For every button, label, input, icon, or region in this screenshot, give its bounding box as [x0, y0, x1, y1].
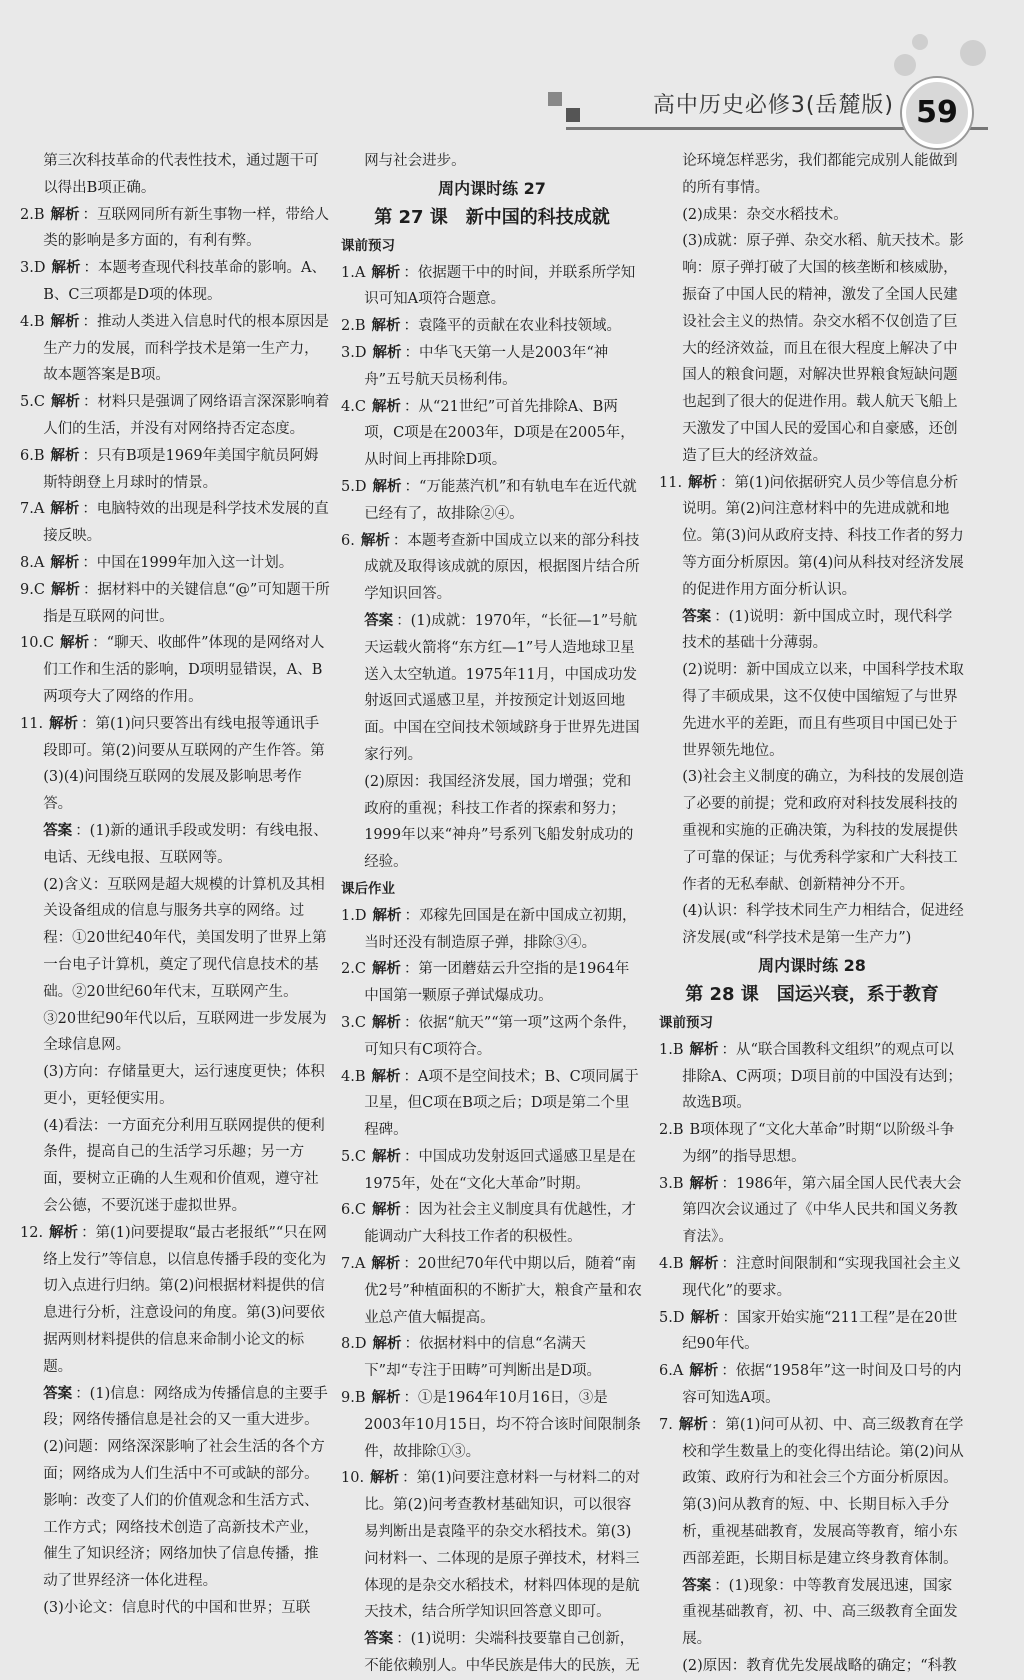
- item-text: ：因为社会主义制度具有优越性，才能调动广大科技工作者的积极性。: [364, 1202, 636, 1246]
- keyword-label: 答案: [43, 1384, 73, 1402]
- keyword-label: 解析: [371, 263, 401, 281]
- item-text: ：材料只是强调了网络语言深深影响着人们的生活，并没有对网络持否定态度。: [43, 394, 330, 437]
- decorative-circle: [894, 54, 916, 76]
- item-text: ：第(1)问要提取“最古老报纸”“只在网络上发行”等信息，以信息传播手段的变化为切入点进行归纳。第(2)问根据材料提供的信息进行分析，注意设问的角度。第(3)问要依据两则材料提供的信息来命制小论文的标题。: [43, 1224, 327, 1375]
- answer-item: [20, 496, 330, 550]
- answer-item: [341, 474, 643, 528]
- item-text: ：(1)说明：新中国成立时，现代科学技术的基础十分薄弱。: [682, 608, 953, 652]
- answer-block: [20, 1381, 330, 1435]
- item-text: ：邓稼先回国是在新中国成立初期，当时还没有制造原子弹，排除③④。: [364, 907, 637, 951]
- item-number: 1.B: [659, 1041, 684, 1058]
- answer-item: [659, 1305, 965, 1359]
- continued-text: 第三次科技革命的代表性技术，通过题干可以得出B项正确。: [43, 153, 319, 196]
- item-number: 2.B: [659, 1122, 684, 1139]
- keyword-label: 解析: [372, 1335, 402, 1353]
- item-number: 9.B: [341, 1390, 366, 1407]
- page-number: 59: [902, 78, 972, 148]
- item-number: 12.: [20, 1224, 44, 1241]
- continued-text: 论环境怎样恶劣，我们都能完成别人能做到的所有事情。: [682, 153, 958, 196]
- item-number: 5.D: [659, 1309, 685, 1326]
- item-number: 3.D: [20, 260, 46, 277]
- item-number: 5.C: [341, 1148, 366, 1165]
- item-text: ：(1)成就：1970年，“长征—1”号航天运载火箭将“东方红—1”号人造地球卫星送入太空轨道。1975年11月，中国成功发射返回式遥感卫星，并按预定计划返回地面。中国在空间技术领域跻身于世界先进国家行列。: [364, 612, 640, 763]
- answer-block: [659, 1573, 965, 1653]
- item-number: 4.B: [341, 1068, 366, 1085]
- item-number: 11.: [20, 715, 44, 732]
- keyword-label: 解析: [372, 343, 402, 361]
- keyword-label: 解析: [371, 397, 401, 415]
- answer-item: [20, 202, 330, 256]
- text-column-1: [20, 148, 330, 1622]
- answer-item: [20, 389, 330, 443]
- answer-item: [341, 1331, 643, 1385]
- keyword-label: 解析: [689, 1174, 719, 1192]
- item-number: 1.A: [341, 264, 366, 281]
- item-number: 5.D: [341, 478, 367, 495]
- keyword-label: 解析: [60, 634, 90, 652]
- item-text: ：袁隆平的贡献在农业科技领域。: [403, 318, 621, 335]
- keyword-label: 解析: [371, 960, 401, 978]
- item-text: ：注意时间限制和“实现我国社会主义现代化”的要求。: [682, 1256, 961, 1299]
- answer-item: [341, 340, 643, 394]
- keyword-label: 解析: [49, 714, 79, 732]
- answer-block: [20, 818, 330, 872]
- answer-item: [659, 1037, 965, 1117]
- item-text: ：(1)现象：中等教育发展迅速，国家重视基础教育，初、中、高三级教育全面发展。: [682, 1577, 958, 1648]
- keyword-label: 解析: [50, 446, 80, 464]
- item-text: ：依据“1958年”这一时间及口号的内容可知选A项。: [682, 1363, 962, 1407]
- answer-paragraph: (2)原因：教育优先发展战略的确定；“科教: [682, 1658, 957, 1675]
- item-text: ：从“21世纪”可首先排除A、B两项，C项是在2003年，D项是在2005年，从时间上再排除D项。: [364, 398, 635, 469]
- keyword-label: 解析: [371, 1201, 401, 1219]
- item-number: 11.: [659, 474, 683, 491]
- item-number: 7.: [659, 1416, 673, 1433]
- lesson-title: 第 28 课 国运兴衰，系于教育: [685, 983, 939, 1005]
- item-number: 3.D: [341, 344, 367, 361]
- answer-item: [20, 550, 330, 577]
- text-column-2: [341, 148, 643, 1680]
- item-number: 6.: [341, 532, 355, 549]
- section-heading: 周内课时练 28: [758, 955, 866, 975]
- item-text: ：依据材料中的信息“名满天下”却“专注于田畴”可判断出是D项。: [364, 1336, 602, 1380]
- keyword-label: 解析: [688, 473, 718, 491]
- item-text: ：第(1)问依据研究人员少等信息分析说明。第(2)问注意材料中的先进成就和地位。第(3)问从政府支持、科技工作者的努力等方面分析原因。第(4)问从科技对经济发展的促进作用方面分析认识。: [682, 474, 964, 598]
- answer-item: [341, 313, 643, 340]
- item-text: ：中国在1999年加入这一计划。: [82, 554, 294, 571]
- answer-item: [659, 1251, 965, 1305]
- answer-block: [659, 604, 965, 658]
- item-number: 3.B: [659, 1175, 684, 1192]
- item-text: ：第(1)问要注意材料一与材料二的对比。第(2)问考查教材基础知识，可以很容易判断出是袁隆平的杂交水稻技术。第(3)问材料一、二体现的是原子弹技术，材料三体现的是杂交水稻技术，材料四体现的是航天技术，结合所学知识回答意义即可。: [364, 1470, 641, 1621]
- item-text: ：依据“航天”“第一项”这两个条件，可知只有C项符合。: [364, 1014, 637, 1058]
- answer-item: [341, 528, 643, 608]
- keyword-label: 答案: [364, 1630, 394, 1648]
- answer-item: [659, 1358, 965, 1412]
- keyword-label: 解析: [371, 1389, 401, 1407]
- keyword-label: 解析: [50, 312, 80, 330]
- item-number: 2.C: [341, 961, 366, 978]
- item-number: 6.C: [341, 1202, 366, 1219]
- item-number: 4.B: [20, 313, 45, 330]
- answer-item: [659, 1117, 965, 1171]
- book-title: 高中历史必修3(岳麓版): [652, 93, 894, 118]
- item-number: 6.B: [20, 447, 45, 464]
- keyword-label: 答案: [43, 821, 73, 839]
- item-text: ：(1)说明：尖端科技要靠自己创新，不能依赖别人。中华民族是伟大的民族，无: [364, 1631, 640, 1675]
- answer-item: [341, 260, 643, 314]
- answer-paragraph: (3)方向：存储量更大，运行速度更快；体积更小，更轻便实用。: [43, 1064, 325, 1107]
- keyword-label: 答案: [682, 1576, 712, 1594]
- answer-item: [659, 1412, 965, 1573]
- item-number: 4.C: [341, 398, 366, 415]
- answer-item: [20, 711, 330, 818]
- item-text: ：①是1964年10月16日，③是2003年10月15日，均不符合该时间限制条件，故排除①③。: [364, 1390, 641, 1460]
- item-text: ：本题考查新中国成立以来的部分科技成就及取得该成就的原因，根据图片结合所学知识回答。: [364, 532, 640, 603]
- item-number: 2.B: [341, 318, 366, 335]
- answer-paragraph: (2)成果：杂交水稻技术。: [682, 206, 848, 223]
- item-text: ：互联网同所有新生事物一样，带给人类的影响是多方面的，有利有弊。: [43, 206, 329, 250]
- answer-item: [20, 309, 330, 389]
- item-text: ：依据题干中的时间，并联系所学知识可知A项符合题意。: [364, 264, 636, 308]
- item-number: 6.A: [659, 1363, 684, 1380]
- item-text: ：推动人类进入信息时代的根本原因是生产力的发展，而科学技术是第一生产力，故本题答案是B项。: [43, 313, 329, 384]
- decorative-circle: [912, 34, 928, 50]
- answer-item: [341, 394, 643, 474]
- item-text: ：据材料中的关键信息“@”可知题干所指是互联网的问世。: [43, 581, 330, 625]
- decorative-square: [548, 92, 562, 106]
- item-text: ：“聊天、收邮件”体现的是网络对人们工作和生活的影响，D项明显错误，A、B两项夸大了网络的作用。: [43, 635, 325, 705]
- item-text: B项体现了“文化大革命”时期“以阶级斗争为纲”的指导思想。: [682, 1122, 955, 1165]
- decorative-square: [566, 108, 580, 122]
- answer-paragraph: (3)小论文：信息时代的中国和世界；互联: [43, 1600, 311, 1617]
- answer-paragraph: (2)含义：互联网是超大规模的计算机及其相关设备组成的信息与服务共享的网络。过程：①20世纪40年代，美国发明了世界上第一台电子计算机，奠定了现代信息技术的基础。②20世纪60年代末，互联网产生。③20世纪90年代以后，互联网进一步发展为全球信息网。: [43, 876, 327, 1054]
- item-number: 1.D: [341, 907, 367, 924]
- item-number: 2.B: [20, 206, 45, 223]
- item-text: ：电脑特效的出现是科学技术发展的直接反映。: [43, 501, 329, 545]
- item-number: 8.A: [20, 554, 45, 571]
- item-number: 10.C: [20, 635, 55, 652]
- text-column-3: [659, 148, 965, 1680]
- keyword-label: 解析: [372, 906, 402, 924]
- answer-item: [341, 1010, 643, 1064]
- keyword-label: 解析: [370, 1469, 400, 1487]
- item-text: ：从“联合国教科文组织”的观点可以排除A、C两项；D项目前的中国没有达到；故选B项。: [682, 1041, 962, 1112]
- item-text: ：A项不是空间技术；B、C项同属于卫星，但C项在B项之后；D项是第二个里程碑。: [364, 1068, 639, 1139]
- answer-item: [341, 1144, 643, 1198]
- answer-item: [341, 1197, 643, 1251]
- item-text: ：第(1)问可从初、中、高三级教育在学校和学生数量上的变化得出结论。第(2)问从政策、政府行为和社会三个方面分析原因。第(3)问从教育的短、中、长期目标入手分析，重视基础教育，发展高等教育，缩小东西部差距，长期目标是建立终身教育体制。: [682, 1416, 964, 1567]
- item-text: ：第(1)问只要答出有线电报等通讯手段即可。第(2)问要从互联网的产生作答。第(3)(4)问围绕互联网的发展及影响思考作答。: [43, 715, 325, 813]
- keyword-label: 解析: [371, 1067, 401, 1085]
- keyword-label: 解析: [50, 393, 80, 411]
- keyword-label: 答案: [682, 607, 712, 625]
- subsection-label: 课后作业: [341, 880, 395, 897]
- answer-item: [20, 577, 330, 631]
- item-text: ：中华飞天第一人是2003年“神舟”五号航天员杨利伟。: [364, 344, 609, 388]
- answer-paragraph: (2)原因：我国经济发展，国力增强；党和政府的重视；科技工作者的探索和努力；1999年以来“神舟”号系列飞船发射成功的经验。: [364, 773, 634, 871]
- subsection-label: 课前预习: [341, 237, 395, 254]
- item-text: ：只有B项是1969年美国宇航员阿姆斯特朗登上月球时的情景。: [43, 447, 319, 491]
- item-text: ：第一团蘑菇云升空指的是1964年中国第一颗原子弹试爆成功。: [364, 961, 630, 1005]
- keyword-label: 解析: [371, 1013, 401, 1031]
- item-number: 5.C: [20, 394, 45, 411]
- item-text: ：1986年，第六届全国人民代表大会第四次会议通过了《中华人民共和国义务教育法》。: [682, 1175, 962, 1246]
- answer-item: [341, 1064, 643, 1144]
- item-number: 4.B: [659, 1256, 684, 1273]
- item-number: 7.A: [341, 1256, 366, 1273]
- keyword-label: 解析: [371, 317, 401, 335]
- answer-block: [341, 1626, 643, 1680]
- answer-item: [341, 903, 643, 957]
- section-heading: 周内课时练 27: [438, 178, 546, 198]
- keyword-label: 解析: [50, 205, 80, 223]
- answer-item: [659, 470, 965, 604]
- item-text: ：中国成功发射返回式遥感卫星是在1975年，处在“文化大革命”时期。: [364, 1148, 636, 1192]
- keyword-label: 解析: [50, 580, 80, 598]
- keyword-label: 解析: [49, 1223, 79, 1241]
- keyword-label: 解析: [690, 1308, 720, 1326]
- item-number: 8.D: [341, 1336, 367, 1353]
- answer-paragraph: (2)问题：网络深深影响了社会生活的各个方面；网络成为人们生活中不可或缺的部分。影响：改变了人们的价值观念和生活方式、工作方式；网络技术创造了高新技术产业，催生了知识经济；网络加快了信息传播，推动了世界经济一体化进程。: [43, 1439, 325, 1590]
- keyword-label: 解析: [50, 500, 80, 518]
- answer-item: [20, 1220, 330, 1381]
- answer-item: [341, 1465, 643, 1626]
- item-text: ：本题考查现代科技革命的影响。A、B、C三项都是D项的体现。: [43, 260, 326, 303]
- answer-paragraph: (3)社会主义制度的确立，为科技的发展创造了必要的前提；党和政府对科技发展科技的重视和实施的正确决策，为科技的发展提供了可靠的保证；与优秀科学家和广大科技工作者的无私奉献、创新精神分不开。: [682, 769, 964, 893]
- decorative-circle: [960, 40, 986, 66]
- answer-item: [341, 956, 643, 1010]
- answer-item: [659, 1171, 965, 1251]
- lesson-title: 第 27 课 新中国的科技成就: [374, 206, 610, 228]
- answer-item: [20, 443, 330, 497]
- item-number: 9.C: [20, 581, 45, 598]
- keyword-label: 解析: [371, 1147, 401, 1165]
- item-text: ：国家开始实施“211工程”是在20世纪90年代。: [682, 1309, 958, 1353]
- item-text: ：(1)信息：网络成为传播信息的主要手段；网络传播信息是社会的又一重大进步。: [43, 1385, 328, 1429]
- item-text: ：“万能蒸汽机”和有轨电车在近代就已经有了，故排除②④。: [364, 478, 637, 522]
- item-text: ：20世纪70年代中期以后，随着“南优2号”种植面积的不断扩大，粮食产量和农业总产值大幅提高。: [364, 1256, 642, 1326]
- keyword-label: 解析: [678, 1415, 708, 1433]
- continued-text: 网与社会进步。: [364, 153, 466, 169]
- keyword-label: 解析: [689, 1040, 719, 1058]
- item-number: 7.A: [20, 501, 45, 518]
- answer-paragraph: (4)看法：一方面充分利用互联网提供的便利条件，提高自己的生活学习乐趣；另一方面，要树立正确的人生观和价值观，遵守社会公德，不要沉迷于虚拟世界。: [43, 1117, 325, 1215]
- keyword-label: 解析: [371, 1255, 401, 1273]
- keyword-label: 解析: [372, 477, 402, 495]
- keyword-label: 解析: [51, 259, 81, 277]
- answer-block: [341, 608, 643, 769]
- answer-paragraph: (2)说明：新中国成立以来，中国科学技术取得了丰硕成果，这不仅使中国缩短了与世界先进水平的差距，而且有些项目中国已处于世界领先地位。: [682, 662, 964, 759]
- answer-item: [341, 1385, 643, 1465]
- page-header: [0, 0, 1024, 150]
- keyword-label: 解析: [689, 1362, 719, 1380]
- keyword-label: 解析: [360, 531, 390, 549]
- keyword-label: 解析: [689, 1255, 719, 1273]
- item-text: ：(1)新的通讯手段或发明：有线电报、电话、无线电报、互联网等。: [43, 822, 328, 866]
- answer-paragraph: (3)成就：原子弹、杂交水稻、航天技术。影响：原子弹打破了大国的核垄断和核威胁，振奋了中国人民的精神，激发了全国人民建设社会主义的热情。杂交水稻不仅创造了巨大的经济效益，而且在很大程度上解决了中国人的粮食问题，对解决世界粮食短缺问题也起到了很大的促进作用。载人航天飞船上天激发了中国人民的爱国心和自豪感，还创造了巨大的经济效益。: [682, 233, 964, 464]
- item-number: 3.C: [341, 1014, 366, 1031]
- answer-item: [20, 255, 330, 309]
- item-number: 10.: [341, 1470, 365, 1487]
- subsection-label: 课前预习: [659, 1014, 713, 1031]
- answer-paragraph: (4)认识：科学技术同生产力相结合，促进经济发展(或“科学技术是第一生产力”): [682, 903, 964, 947]
- answer-item: [20, 630, 330, 710]
- answer-item: [341, 1251, 643, 1331]
- keyword-label: 答案: [364, 611, 394, 629]
- keyword-label: 解析: [50, 553, 80, 571]
